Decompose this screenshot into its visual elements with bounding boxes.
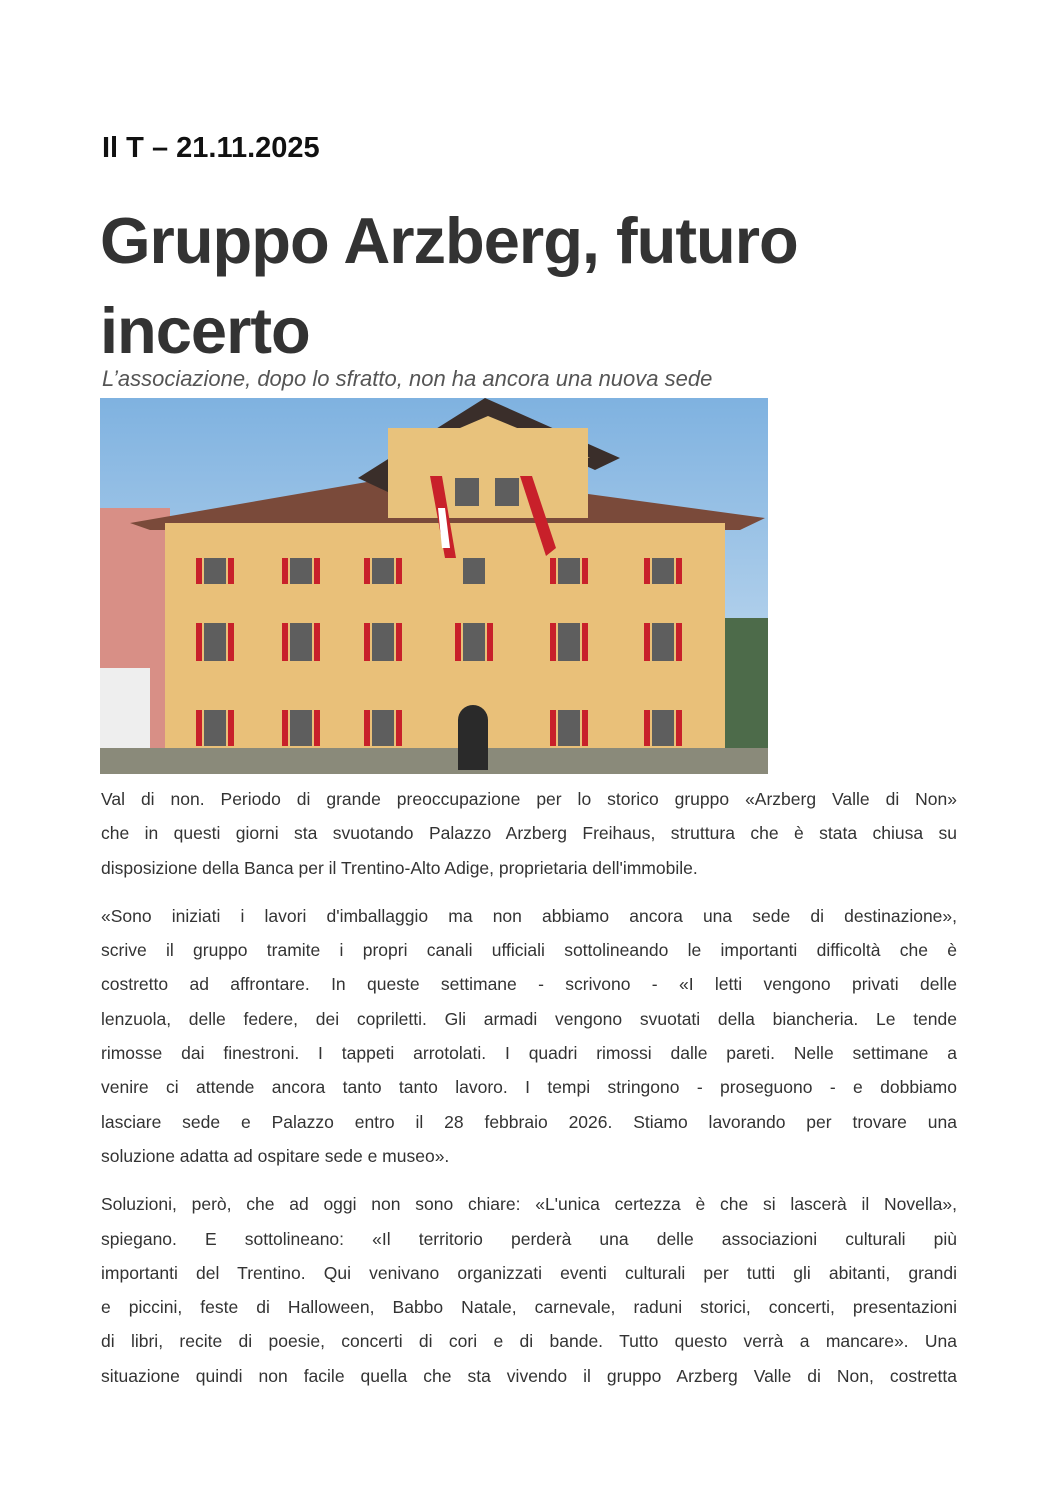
text-line: importanti del Trentino. Qui venivano organizzati eventi culturali per tutti gli abitanti, grandi bbox=[101, 1262, 957, 1283]
text-line: Soluzioni, però, che ad oggi non sono chiare: «L'unica certezza è che si lascerà il Novella», bbox=[101, 1194, 957, 1215]
text-line: disposizione della Banca per il Trentino-Alto Adige, proprietaria dell'immobile. bbox=[101, 857, 698, 878]
paragraph-1 bbox=[101, 782, 957, 885]
article-body bbox=[101, 782, 957, 1407]
text-line: venire ci attende ancora tanto tanto lavoro. I tempi stringono - proseguono - e dobbiamo bbox=[101, 1077, 957, 1098]
text-line: scrive il gruppo tramite i propri canali ufficiali sottolineando le importanti difficoltà che è bbox=[101, 940, 957, 961]
article-subtitle: L’associazione, dopo lo sfratto, non ha ancora una nuova sede bbox=[102, 366, 713, 391]
article-title: Gruppo Arzberg, futuro incerto bbox=[100, 204, 798, 367]
source-date: Il T – 21.11.2025 bbox=[102, 132, 320, 164]
text-line: lenzuola, delle federe, dei copriletti. Gli armadi vengono svuotati della biancheria. Le tende bbox=[101, 1008, 957, 1029]
text-line: e piccini, feste di Halloween, Babbo Natale, carnevale, raduni storici, concerti, presentazioni bbox=[101, 1297, 957, 1318]
text-line: di libri, recite di poesie, concerti di cori e di bande. Tutto questo verrà a mancare». Una bbox=[101, 1331, 957, 1352]
paragraph-3 bbox=[101, 1187, 957, 1393]
text-line: che in questi giorni sta svuotando Palazzo Arzberg Freihaus, struttura che è stata chiusa su bbox=[101, 823, 957, 844]
text-line: lasciare sede e Palazzo entro il 28 febbraio 2026. Stiamo lavorando per trovare una bbox=[101, 1111, 957, 1132]
paragraph-2 bbox=[101, 899, 957, 1173]
text-line: rimosse dai finestroni. I tappeti arrotolati. I quadri rimossi dalle pareti. Nelle settimane a bbox=[101, 1043, 957, 1064]
text-line: «Sono iniziati i lavori d'imballaggio ma non abbiamo ancora una sede di destinazione», bbox=[101, 905, 957, 926]
palazzo-photo bbox=[100, 398, 768, 774]
text-line: soluzione adatta ad ospitare sede e museo». bbox=[101, 1145, 450, 1166]
text-line: Val di non. Periodo di grande preoccupazione per lo storico gruppo «Arzberg Valle di Non» bbox=[101, 789, 957, 809]
text-line: costretto ad affrontare. In queste settimane - scrivono - «I letti vengono privati delle bbox=[101, 974, 957, 995]
text-line: situazione quindi non facile quella che sta vivendo il gruppo Arzberg Valle di Non, costretta bbox=[101, 1365, 957, 1386]
text-line: spiegano. E sottolineano: «Il territorio perderà una delle associazioni culturali più bbox=[101, 1228, 957, 1249]
